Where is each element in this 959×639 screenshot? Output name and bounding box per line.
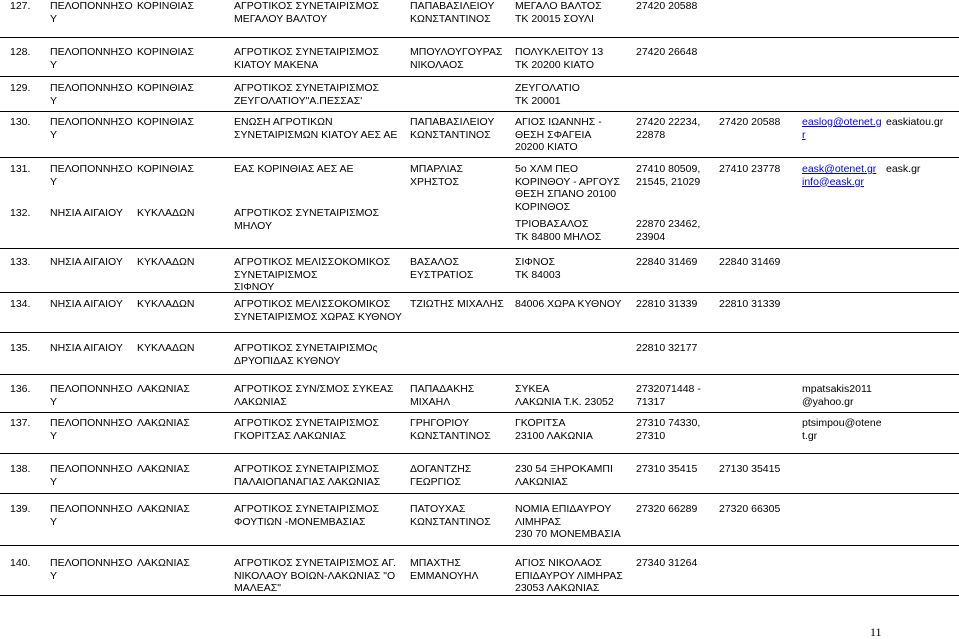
- prefecture-cell: ΚΟΡΙΝΘΙΑΣ: [137, 46, 194, 58]
- contact-person-cell: ΠΑΤΟΥΧΑΣ ΚΩΝΣΤΑΝΤΙΝΟΣ: [410, 503, 491, 528]
- phone-cell: 27420 20588: [636, 0, 698, 12]
- phone-cell: 27310 74330, 27310: [636, 417, 701, 442]
- contact-person-cell: ΜΠΑΧΤΗΣ ΕΜΜΑΝΟΥΗΛ: [410, 557, 479, 582]
- prefecture-cell: ΚΥΚΛΑΔΩΝ: [137, 256, 195, 268]
- contact-person-cell: ΔΟΓΑΝΤΖΗΣ ΓΕΩΡΓΙΟΣ: [410, 463, 472, 488]
- region-cell: ΠΕΛΟΠΟΝΝΗΣΟ Υ: [50, 503, 133, 528]
- phone-cell: 27410 80509, 21545, 21029: [636, 163, 701, 188]
- organization-cell: ΑΓΡΟΤΙΚΟΣ ΣΥΝ/ΣΜΟΣ ΣΥΚΕΑΣ ΛΑΚΩΝΙΑΣ: [234, 383, 394, 408]
- email-cell: mpatsakis2011 @yahoo.gr: [802, 383, 872, 408]
- row-number: 127.: [10, 0, 31, 12]
- region-cell: ΝΗΣΙΑ ΑΙΓΑΙΟΥ: [50, 207, 123, 219]
- region-cell: ΠΕΛΟΠΟΝΝΗΣΟ Υ: [50, 557, 133, 582]
- region-cell: ΠΕΛΟΠΟΝΝΗΣΟ Υ: [50, 163, 133, 188]
- row-number: 131.: [10, 163, 31, 175]
- fax-cell: 22840 31469: [719, 256, 781, 268]
- address-cell: 5ο ΧΛΜ ΠΕΟ ΚΟΡΙΝΘΟΥ - ΑΡΓΟΥΣ ΘΕΣΗ ΣΠΑΝΟ 20100 ΚΟΡΙΝΘΟΣ: [515, 163, 621, 213]
- phone-cell: 27310 35415: [636, 463, 698, 475]
- address-cell: ΣΥΚΕΑ ΛΑΚΩΝΙΑ Τ.Κ. 23052: [515, 383, 614, 408]
- website-cell: eask.gr: [886, 163, 921, 175]
- row-divider: [0, 76, 959, 77]
- prefecture-cell: ΛΑΚΩΝΙΑΣ: [137, 463, 190, 475]
- contact-person-cell: ΜΠΑΡΛΙΑΣ ΧΡΗΣΤΟΣ: [410, 163, 463, 188]
- fax-cell: 22810 31339: [719, 298, 781, 310]
- fax-cell: 27410 23778: [719, 163, 781, 175]
- row-divider: [0, 332, 959, 333]
- address-cell: ΣΙΦΝΟΣ ΤΚ 84003: [515, 256, 561, 281]
- address-cell: ΓΚΟΡΙΤΣΑ 23100 ΛΑΚΩΝΙΑ: [515, 417, 593, 442]
- address-cell: ΜΕΓΑΛΟ ΒΑΛΤΟΣ ΤΚ 20015 ΣΟΥΛΙ: [515, 0, 602, 25]
- row-number: 133.: [10, 256, 31, 268]
- organization-cell: ΑΓΡΟΤΙΚΟΣ ΣΥΝΕΤΑΙΡΙΣΜΟΣ ΚΙΑΤΟΥ ΜΑΚΕΝΑ: [234, 46, 379, 71]
- region-cell: ΝΗΣΙΑ ΑΙΓΑΙΟΥ: [50, 298, 123, 310]
- region-cell: ΠΕΛΟΠΟΝΝΗΣΟ Υ: [50, 417, 133, 442]
- row-divider: [0, 111, 959, 112]
- region-cell: ΠΕΛΟΠΟΝΝΗΣΟ Υ: [50, 116, 133, 141]
- email-link[interactable]: easlog@otenet.g r: [802, 116, 882, 141]
- prefecture-cell: ΚΥΚΛΑΔΩΝ: [137, 298, 195, 310]
- phone-cell: 22840 31469: [636, 256, 698, 268]
- organization-cell: ΕΝΩΣΗ ΑΓΡΟΤΙΚΩΝ ΣΥΝΕΤΑΙΡΙΣΜΩΝ ΚΙΑΤΟΥ ΑΕΣ ΑΕ: [234, 116, 398, 141]
- row-number: 135.: [10, 342, 31, 354]
- row-number: 136.: [10, 383, 31, 395]
- contact-person-cell: ΠΑΠΑΔΑΚΗΣ ΜΙΧΑΗΛ: [410, 383, 475, 408]
- contact-person-cell: ΤΖΙΩΤΗΣ ΜΙΧΑΛΗΣ: [410, 298, 504, 310]
- address-cell: ΤΡΙΟΒΑΣΑΛΟΣ ΤΚ 84800 ΜΗΛΟΣ: [515, 218, 602, 243]
- organization-cell: ΑΓΡΟΤΙΚΟΣ ΜΕΛΙΣΣΟΚΟΜΙΚΟΣ ΣΥΝΕΤΑΙΡΙΣΜΟΣ ΧΩΡΑΣ ΚΥΘΝΟΥ: [234, 298, 402, 323]
- address-cell: ΝΟΜΙΑ ΕΠΙΔΑΥΡΟΥ ΛΙΜΗΡΑΣ 230 70 ΜΟΝΕΜΒΑΣΙΑ: [515, 503, 621, 540]
- address-cell: ΖΕΥΓΟΛΑΤΙΟ ΤΚ 20001: [515, 82, 580, 107]
- row-divider: [0, 292, 959, 293]
- region-cell: ΠΕΛΟΠΟΝΝΗΣΟ Υ: [50, 383, 133, 408]
- prefecture-cell: ΚΟΡΙΝΘΙΑΣ: [137, 116, 194, 128]
- phone-cell: 27320 66289: [636, 503, 698, 515]
- row-divider: [0, 374, 959, 375]
- organization-cell: ΑΓΡΟΤΙΚΟΣ ΣΥΝΕΤΑΙΡΙΣΜΟΣ ΓΚΟΡΙΤΣΑΣ ΛΑΚΩΝΙΑΣ: [234, 417, 379, 442]
- organization-cell: ΑΓΡΟΤΙΚΟΣ ΣΥΝΕΤΑΙΡΙΣΜΟΣ ΜΕΓΑΛΟΥ ΒΑΛΤΟΥ: [234, 0, 379, 25]
- contact-person-cell: ΜΠΟΥΛΟΥΓΟΥΡΑΣ ΝΙΚΟΛΑΟΣ: [410, 46, 503, 71]
- region-cell: ΠΕΛΟΠΟΝΝΗΣΟ Υ: [50, 463, 133, 488]
- organization-cell: ΑΓΡΟΤΙΚΟΣ ΜΕΛΙΣΣΟΚΟΜΙΚΟΣ ΣΥΝΕΤΑΙΡΙΣΜΟΣ ΣΙΦΝΟΥ: [234, 256, 391, 293]
- phone-cell: 22870 23462, 23904: [636, 218, 701, 243]
- fax-cell: 27130 35415: [719, 463, 781, 475]
- contact-person-cell: ΒΑΣΑΛΟΣ ΕΥΣΤΡΑΤΙΟΣ: [410, 256, 474, 281]
- phone-cell: 27420 22234, 22878: [636, 116, 701, 141]
- prefecture-cell: ΚΟΡΙΝΘΙΑΣ: [137, 163, 194, 175]
- fax-cell: 27420 20588: [719, 116, 781, 128]
- row-divider: [0, 545, 959, 546]
- organization-cell: ΑΓΡΟΤΙΚΟΣ ΣΥΝΕΤΑΙΡΙΣΜΟΣ ΜΗΛΟΥ: [234, 207, 379, 232]
- region-cell: ΠΕΛΟΠΟΝΝΗΣΟ Υ: [50, 0, 133, 25]
- row-number: 140.: [10, 557, 31, 569]
- row-divider: [0, 248, 959, 249]
- phone-cell: 27420 26648: [636, 46, 698, 58]
- address-cell: ΑΓΙΟΣ ΙΩΑΝΝΗΣ - ΘΕΣΗ ΣΦΑΓΕΙΑ 20200 ΚΙΑΤΟ: [515, 116, 602, 153]
- row-number: 139.: [10, 503, 31, 515]
- contact-person-cell: ΠΑΠΑΒΑΣΙΛΕΙΟΥ ΚΩΝΣΤΑΝΤΙΝΟΣ: [410, 0, 495, 25]
- prefecture-cell: ΛΑΚΩΝΙΑΣ: [137, 417, 190, 429]
- address-cell: 84006 ΧΩΡΑ ΚΥΘΝΟΥ: [515, 298, 622, 310]
- prefecture-cell: ΛΑΚΩΝΙΑΣ: [137, 503, 190, 515]
- page-number: 11: [870, 625, 882, 639]
- address-cell: 230 54 ΞΗΡΟΚΑΜΠΙ ΛΑΚΩΝΙΑΣ: [515, 463, 613, 488]
- organization-cell: ΑΓΡΟΤΙΚΟΣ ΣΥΝΕΤΑΙΡΙΣΜΟΣ ΖΕΥΓΟΛΑΤΙΟΥ"Α.ΠΕΣΣΑΣ': [234, 82, 379, 107]
- region-cell: ΠΕΛΟΠΟΝΝΗΣΟ Υ: [50, 82, 133, 107]
- fax-cell: 27320 66305: [719, 503, 781, 515]
- row-divider: [0, 412, 959, 413]
- address-cell: ΑΓΙΟΣ ΝΙΚΟΛΑΟΣ ΕΠΙΔΑΥΡΟΥ ΛΙΜΗΡΑΣ 23053 ΛΑΚΩΝΙΑΣ: [515, 557, 623, 594]
- contact-person-cell: ΓΡΗΓΟΡΙΟΥ ΚΩΝΣΤΑΝΤΙΝΟΣ: [410, 417, 491, 442]
- phone-cell: 22810 31339: [636, 298, 698, 310]
- prefecture-cell: ΚΟΡΙΝΘΙΑΣ: [137, 82, 194, 94]
- row-number: 130.: [10, 116, 31, 128]
- phone-cell: 22810 32177: [636, 342, 698, 354]
- row-number: 132.: [10, 207, 31, 219]
- prefecture-cell: ΛΑΚΩΝΙΑΣ: [137, 557, 190, 569]
- row-number: 134.: [10, 298, 31, 310]
- organization-cell: ΕΑΣ ΚΟΡΙΝΘΙΑΣ ΑΕΣ ΑΕ: [234, 163, 354, 175]
- contact-person-cell: ΠΑΠΑΒΑΣΙΛΕΙΟΥ ΚΩΝΣΤΑΝΤΙΝΟΣ: [410, 116, 495, 141]
- row-number: 129.: [10, 82, 31, 94]
- row-divider: [0, 37, 959, 38]
- row-number: 138.: [10, 463, 31, 475]
- row-divider: [0, 493, 959, 494]
- organization-cell: ΑΓΡΟΤΙΚΟΣ ΣΥΝΕΤΑΙΡΙΣΜΟΣ ΦΟΥΤΙΩΝ -ΜΟΝΕΜΒΑΣΙΑΣ: [234, 503, 379, 528]
- organization-cell: ΑΓΡΟΤΙΚΟΣ ΣΥΝΕΤΑΙΡΙΣΜΟς ΔΡΥΟΠΙΔΑΣ ΚΥΘΝΟΥ: [234, 342, 378, 367]
- row-number: 137.: [10, 417, 31, 429]
- phone-cell: 27340 31264: [636, 557, 698, 569]
- email-link[interactable]: eask@otenet.gr info@eask.gr: [802, 163, 877, 188]
- row-divider: [0, 595, 959, 596]
- prefecture-cell: ΛΑΚΩΝΙΑΣ: [137, 383, 190, 395]
- organization-cell: ΑΓΡΟΤΙΚΟΣ ΣΥΝΕΤΑΙΡΙΣΜΟΣ ΑΓ. ΝΙΚΟΛΑΟΥ ΒΟΙΩΝ-ΛΑΚΩΝΙΑΣ "Ο ΜΑΛΕΑΣ": [234, 557, 396, 594]
- email-cell: ptsimpou@otene t.gr: [802, 417, 882, 442]
- row-divider: [0, 157, 959, 158]
- prefecture-cell: ΚΥΚΛΑΔΩΝ: [137, 342, 195, 354]
- prefecture-cell: ΚΟΡΙΝΘΙΑΣ: [137, 0, 194, 12]
- prefecture-cell: ΚΥΚΛΑΔΩΝ: [137, 207, 195, 219]
- region-cell: ΝΗΣΙΑ ΑΙΓΑΙΟΥ: [50, 256, 123, 268]
- region-cell: ΠΕΛΟΠΟΝΝΗΣΟ Υ: [50, 46, 133, 71]
- row-divider: [0, 453, 959, 454]
- row-number: 128.: [10, 46, 31, 58]
- region-cell: ΝΗΣΙΑ ΑΙΓΑΙΟΥ: [50, 342, 123, 354]
- address-cell: ΠΟΛΥΚΛΕΙΤΟΥ 13 ΤΚ 20200 ΚΙΑΤΟ: [515, 46, 604, 71]
- website-cell: easkiatou.gr: [886, 116, 944, 128]
- organization-cell: ΑΓΡΟΤΙΚΟΣ ΣΥΝΕΤΑΙΡΙΣΜΟΣ ΠΑΛΑΙΟΠΑΝΑΓΙΑΣ ΛΑΚΩΝΙΑΣ: [234, 463, 381, 488]
- phone-cell: 2732071448 - 71317: [636, 383, 701, 408]
